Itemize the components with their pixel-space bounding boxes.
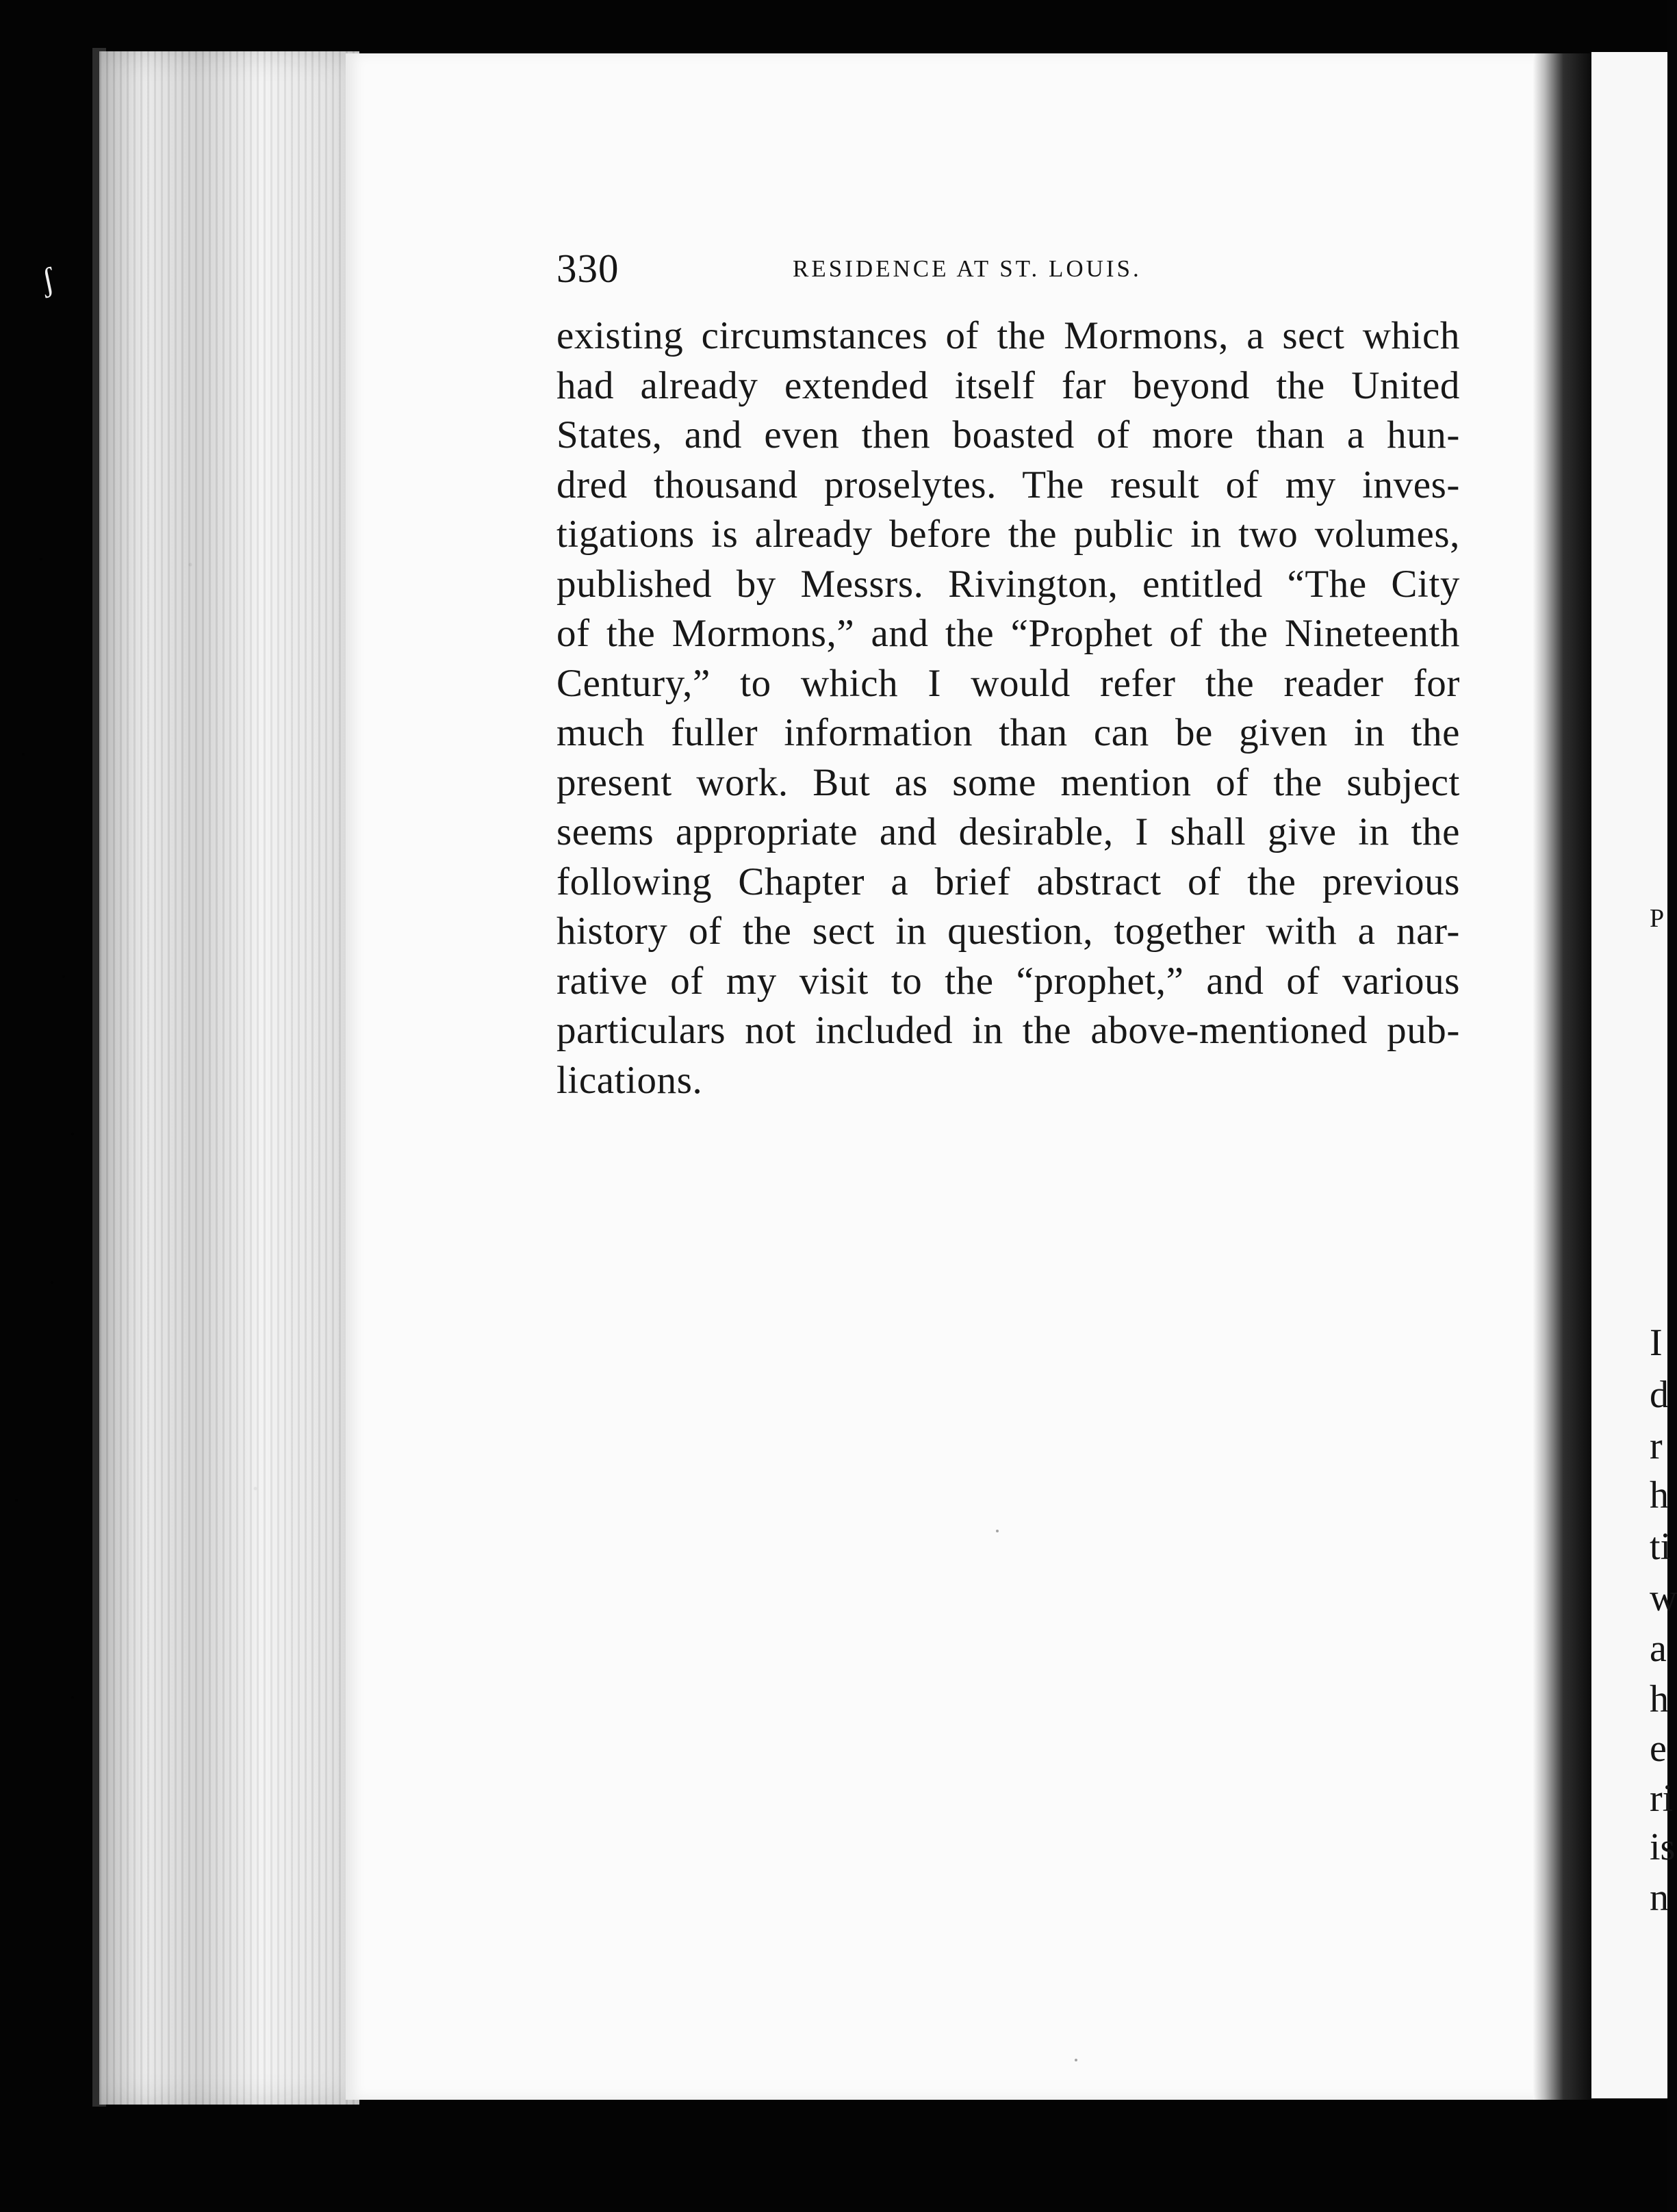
edge-ink-mark: ʃ [38, 260, 57, 299]
scan-speck [71, 1696, 74, 1699]
adjacent-line-start: e [1650, 1727, 1667, 1770]
page-speck [1075, 2059, 1077, 2061]
scan-speck [22, 753, 25, 756]
scan-speck [51, 1281, 53, 1284]
adjacent-line-start: h [1650, 1474, 1669, 1517]
adjacent-line-start: w [1650, 1577, 1677, 1619]
adjacent-line-start: h [1650, 1678, 1669, 1721]
body-line: had already extended itself far beyond the United [556, 363, 1460, 407]
body-line: tigations is already before the public in two volumes, [556, 513, 1460, 556]
adjacent-line-start: is [1650, 1826, 1676, 1868]
scan-speck [71, 1133, 74, 1135]
body-line: Century,” to which I would refer the reader for [556, 661, 1460, 705]
adjacent-header-fragment: P [1650, 904, 1665, 933]
body-line: existing circumstances of the Mormons, a sect which [556, 314, 1460, 357]
body-line: dred thousand proselytes. The result of my inves- [556, 463, 1460, 506]
scan-speck [40, 558, 42, 561]
page-number: 330 [556, 246, 619, 291]
body-line: much fuller information than can be given in the [556, 711, 1460, 754]
page-header [556, 244, 1460, 292]
book-gutter-shadow [1533, 53, 1596, 2100]
adjacent-line-start: n [1650, 1877, 1669, 1919]
scan-speck [62, 975, 65, 978]
body-line: lications. [556, 1058, 703, 1102]
body-line: rative of my visit to the “prophet,” and of various [556, 959, 1460, 1003]
stacked-page-edges [99, 51, 359, 2105]
body-line: of the Mormons,” and the “Prophet of the Nineteenth [556, 612, 1460, 655]
page-body-text [556, 311, 1460, 1105]
adjacent-line-start: ri [1650, 1777, 1674, 1820]
adjacent-line-start: d [1650, 1374, 1669, 1416]
page-speck [996, 1530, 999, 1532]
body-line: published by Messrs. Rivington, entitled “The City [556, 562, 1460, 606]
body-line: following Chapter a brief abstract of the previous [556, 860, 1460, 903]
body-line: present work. But as some mention of the subject [556, 760, 1460, 804]
adjacent-line-start: I [1650, 1322, 1663, 1364]
scan-speck [15, 1499, 18, 1502]
body-line: States, and even then boasted of more than a hun- [556, 413, 1460, 456]
adjacent-line-start: a [1650, 1628, 1667, 1670]
body-line: history of the sect in question, together with a nar- [556, 910, 1460, 953]
adjacent-line-start: ti [1650, 1526, 1672, 1568]
running-head: RESIDENCE AT ST. LOUIS. [793, 255, 1142, 282]
adjacent-line-start: r [1650, 1425, 1663, 1467]
body-line: seems appropriate and desirable, I shall give in the [556, 810, 1460, 853]
body-line: particulars not included in the above-mentioned pub- [556, 1009, 1460, 1052]
